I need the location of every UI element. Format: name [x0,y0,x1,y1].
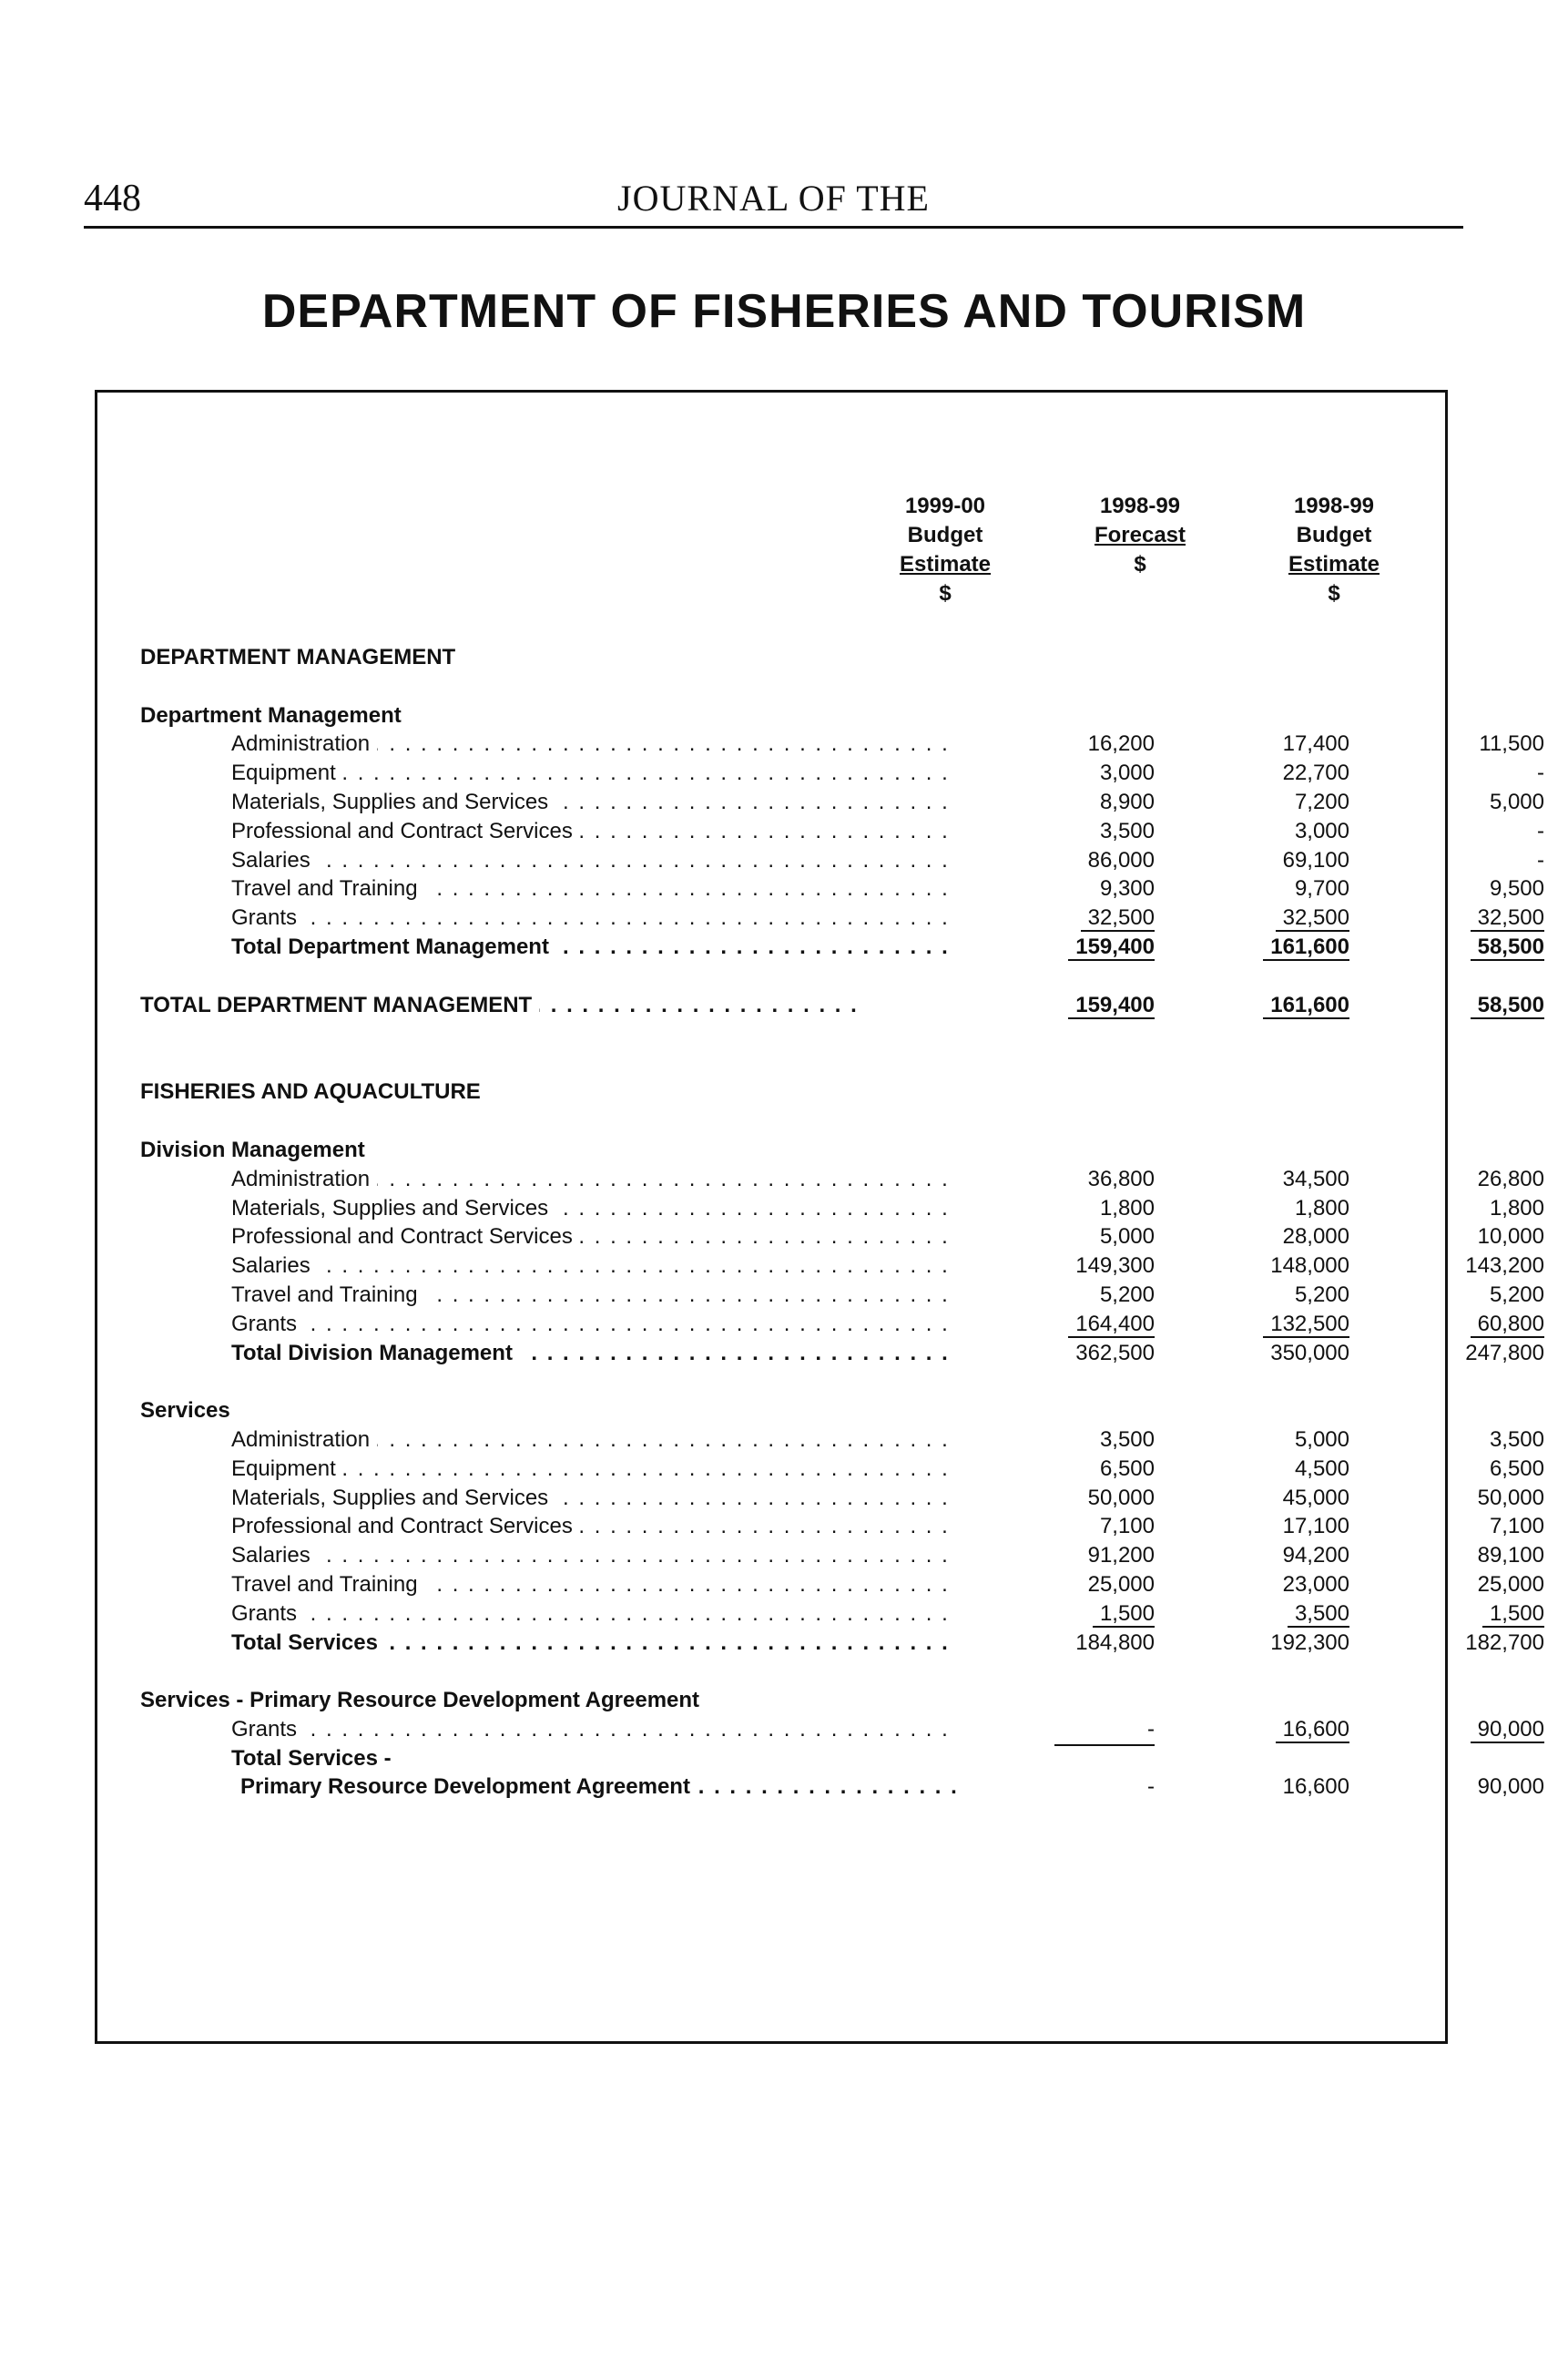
table-row: Travel and Training . . . 25,000 23,000 25,000 [140,1570,1408,1599]
subtotal-row: Total Services . . . 184,800 192,300 182,700 [140,1629,1408,1658]
page-number: 448 [84,178,141,220]
section-heading: DEPARTMENT MANAGEMENT [140,645,456,669]
table-row: Equipment . . . 6,500 4,500 6,500 [140,1455,1408,1484]
group-heading: Services - Primary Resource Development Agreement [140,1688,700,1713]
table-row: Professional and Contract Services . . . 3,500 3,000 - [140,817,1408,846]
table-row: Administration . . . 3,500 5,000 3,500 [140,1425,1408,1455]
table-row: Equipment . . . 3,000 22,700 - [140,759,1408,788]
group-heading: Services [140,1398,230,1424]
table-row: Salaries . . . 86,000 69,100 - [140,846,1408,875]
department-title: DEPARTMENT OF FISHERIES AND TOURISM [261,285,1307,338]
table-row: Salaries . . . 149,300 148,000 143,200 [140,1251,1408,1281]
table-row: Administration . . . 36,800 34,500 26,800 [140,1165,1408,1194]
table-row: Grants . . . 1,500 3,500 1,500 [140,1599,1408,1629]
column-header-budget-1999-00: 1999-00 Budget Estimate $ [899,494,992,606]
journal-title: JOURNAL OF THE [617,178,930,219]
table-row: Grants . . . 164,400 132,500 60,800 [140,1310,1408,1339]
table-row: Materials, Supplies and Services . . . 8,900 7,200 5,000 [140,788,1408,817]
table-row: Travel and Training . . . 5,200 5,200 5,200 [140,1281,1408,1310]
table-row: Materials, Supplies and Services . . . 50,000 45,000 50,000 [140,1484,1408,1513]
subtotal-row: Total Department Management . . . 159,400 161,600 58,500 [140,933,1408,962]
table-row: Travel and Training . . . 9,300 9,700 9,500 [140,874,1408,904]
subtotal-row: Total Division Management . . . 362,500 350,000 247,800 [140,1339,1408,1368]
total-row: TOTAL DEPARTMENT MANAGEMENT . . . 159,400 161,600 58,500 [140,991,1408,1020]
group-heading: Division Management [140,1137,365,1162]
budget-table [140,643,1544,1802]
section-heading: FISHERIES AND AQUACULTURE [140,1079,481,1105]
table-row: Professional and Contract Services . . . 7,100 17,100 7,100 [140,1512,1408,1541]
subtotal-row-line1: Total Services - [231,1745,392,1771]
table-row: Salaries . . . 91,200 94,200 89,100 [140,1541,1408,1570]
column-header-forecast-1998-99: 1998-99 Forecast $ [1094,494,1186,577]
column-header-budget-1998-99: 1998-99 Budget Estimate $ [1288,494,1380,606]
table-row: Grants . . . - 16,600 90,000 [140,1715,1408,1744]
table-row: Administration . . . 16,200 17,400 11,500 [140,730,1408,759]
table-row: Grants . . . 32,500 32,500 32,500 [140,904,1408,933]
page-header [84,171,1463,229]
subtotal-row: Primary Resource Development Agreement . . . - 16,600 90,000 [140,1772,1408,1802]
group-heading: Department Management [140,702,402,728]
table-row: Materials, Supplies and Services . . . 1,800 1,800 1,800 [140,1194,1408,1223]
table-row: Professional and Contract Services . . . 5,000 28,000 10,000 [140,1222,1408,1251]
